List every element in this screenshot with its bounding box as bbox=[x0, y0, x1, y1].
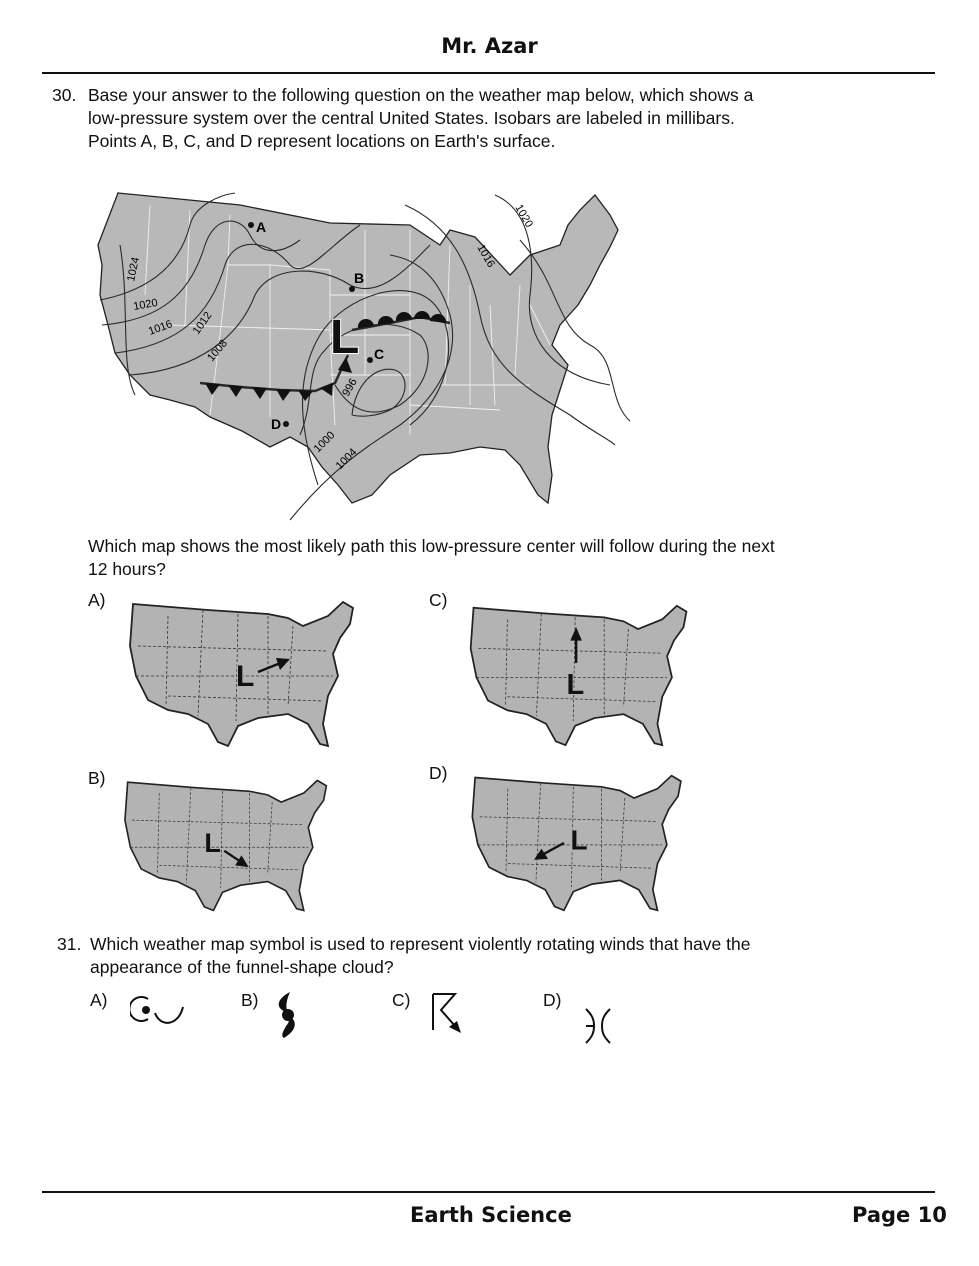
footer-divider bbox=[42, 1191, 935, 1193]
isobar-label: 996 bbox=[340, 376, 360, 399]
point-a-label: A bbox=[256, 219, 267, 235]
q30-option-c-map[interactable] bbox=[460, 600, 700, 750]
isobar-label: 1024 bbox=[125, 256, 143, 283]
q30-option-a-letter[interactable]: A) bbox=[88, 590, 106, 610]
q30-option-c-letter[interactable]: C) bbox=[429, 590, 448, 610]
q31-line-1: Which weather map symbol is used to represent violently rotating winds that have the bbox=[90, 934, 751, 954]
q30-prompt-line-1: Which map shows the most likely path this low-pressure center will follow during the next bbox=[88, 536, 775, 556]
q31-option-d-letter[interactable]: D) bbox=[543, 990, 562, 1010]
hurricane-icon[interactable] bbox=[270, 990, 306, 1040]
point-a-dot bbox=[248, 222, 254, 228]
point-d-label: D bbox=[271, 416, 282, 432]
isobar-label: 1000 bbox=[311, 429, 338, 456]
question-number: 30. bbox=[52, 85, 77, 105]
q30-option-d-letter[interactable]: D) bbox=[429, 763, 448, 783]
q30-intro-line-2: low-pressure system over the central United States. Isobars are labeled in millibars. bbox=[88, 108, 735, 128]
option-d-low: L bbox=[570, 824, 588, 856]
isobar-label: 1020 bbox=[512, 202, 536, 230]
footer-page-number: Page 10 bbox=[852, 1203, 947, 1227]
q30-prompt-line-2: 12 hours? bbox=[88, 559, 166, 579]
weather-map bbox=[90, 185, 630, 530]
q30-option-d-map[interactable] bbox=[463, 770, 693, 915]
isobar-label: 1020 bbox=[132, 296, 159, 313]
point-c-dot bbox=[367, 357, 373, 363]
q31-line-2: appearance of the funnel-shape cloud? bbox=[90, 957, 394, 977]
isobar-label: 1004 bbox=[333, 446, 360, 473]
q30-intro-line-1: Base your answer to the following question on the weather map below, which shows a bbox=[88, 85, 754, 105]
header-divider bbox=[42, 72, 935, 74]
option-a-low: L bbox=[236, 660, 255, 693]
isobar-label: 1016 bbox=[146, 318, 175, 338]
q30-option-b-map[interactable] bbox=[117, 775, 337, 915]
q31-option-c-letter[interactable]: C) bbox=[392, 990, 411, 1010]
q30-option-b-letter[interactable]: B) bbox=[88, 768, 106, 788]
option-b-low: L bbox=[204, 826, 221, 858]
q31-option-a-letter[interactable]: A) bbox=[90, 990, 108, 1010]
thunderstorm-icon[interactable] bbox=[425, 990, 465, 1036]
isobar-label: 1012 bbox=[190, 309, 215, 337]
tornado-icon[interactable] bbox=[580, 1005, 616, 1047]
low-pressure-symbol: L bbox=[330, 311, 360, 364]
point-b-dot bbox=[349, 286, 355, 292]
point-d-dot bbox=[283, 421, 289, 427]
option-c-low: L bbox=[566, 668, 585, 701]
q30-prompt bbox=[88, 535, 888, 581]
point-c-label: C bbox=[374, 346, 385, 362]
q31-option-b-letter[interactable]: B) bbox=[241, 990, 259, 1010]
question-number: 31. bbox=[57, 934, 82, 954]
stationary-dot-wave-icon[interactable] bbox=[130, 993, 186, 1027]
page-header-teacher: Mr. Azar bbox=[441, 34, 538, 58]
isobar-label: 1016 bbox=[474, 242, 498, 270]
q30-intro-line-3: Points A, B, C, and D represent locations on Earth's surface. bbox=[88, 131, 556, 151]
q30-option-a-map[interactable] bbox=[118, 596, 368, 751]
point-b-label: B bbox=[354, 270, 365, 286]
isobar-label: 1008 bbox=[205, 337, 231, 364]
footer-subject: Earth Science bbox=[410, 1203, 572, 1227]
